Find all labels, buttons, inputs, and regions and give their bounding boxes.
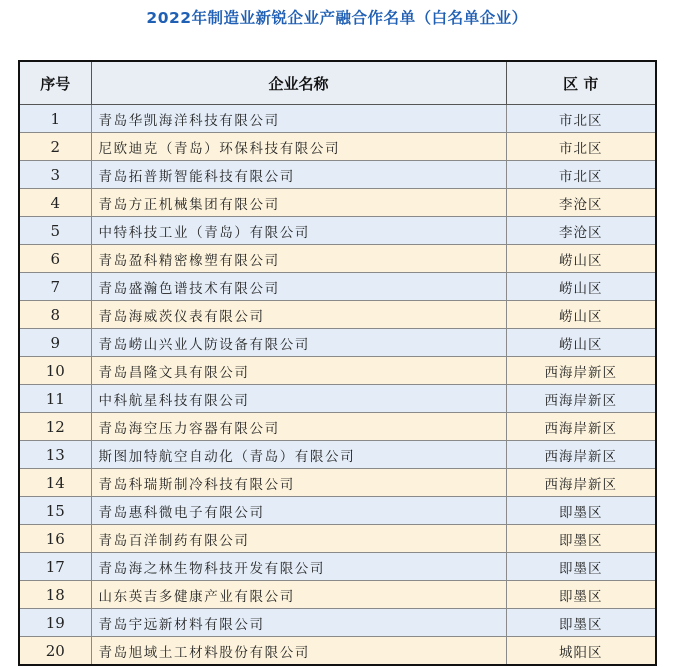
row-district: 崂山区 <box>506 329 656 357</box>
row-district: 崂山区 <box>506 245 656 273</box>
row-serial-number: 3 <box>19 161 91 189</box>
table-row <box>19 189 656 217</box>
table-row <box>19 301 656 329</box>
row-district: 李沧区 <box>506 189 656 217</box>
table-row <box>19 161 656 189</box>
whitelist-table <box>18 60 657 666</box>
table-row <box>19 637 656 666</box>
row-district: 市北区 <box>506 161 656 189</box>
row-company-name: 青岛百洋制药有限公司 <box>91 525 506 553</box>
table-body <box>19 105 656 666</box>
row-company-name: 中科航星科技有限公司 <box>91 385 506 413</box>
row-serial-number: 1 <box>19 105 91 133</box>
row-company-name: 青岛崂山兴业人防设备有限公司 <box>91 329 506 357</box>
row-district: 即墨区 <box>506 553 656 581</box>
row-serial-number: 14 <box>19 469 91 497</box>
table-row <box>19 217 656 245</box>
row-company-name: 青岛拓普斯智能科技有限公司 <box>91 161 506 189</box>
table-row <box>19 245 656 273</box>
row-district: 西海岸新区 <box>506 469 656 497</box>
header-company-name: 企业名称 <box>91 61 506 105</box>
table-row <box>19 441 656 469</box>
row-serial-number: 2 <box>19 133 91 161</box>
row-company-name: 青岛华凯海洋科技有限公司 <box>91 105 506 133</box>
whitelist-table-container <box>18 60 655 666</box>
header-serial-number: 序号 <box>19 61 91 105</box>
row-serial-number: 10 <box>19 357 91 385</box>
row-district: 市北区 <box>506 105 656 133</box>
row-serial-number: 17 <box>19 553 91 581</box>
table-row <box>19 133 656 161</box>
row-company-name: 青岛科瑞斯制冷科技有限公司 <box>91 469 506 497</box>
table-row <box>19 329 656 357</box>
row-company-name: 青岛昌隆文具有限公司 <box>91 357 506 385</box>
row-district: 李沧区 <box>506 217 656 245</box>
table-row <box>19 469 656 497</box>
row-serial-number: 5 <box>19 217 91 245</box>
row-serial-number: 19 <box>19 609 91 637</box>
row-company-name: 青岛海空压力容器有限公司 <box>91 413 506 441</box>
row-district: 城阳区 <box>506 637 656 666</box>
row-district: 即墨区 <box>506 525 656 553</box>
row-serial-number: 6 <box>19 245 91 273</box>
row-serial-number: 16 <box>19 525 91 553</box>
row-company-name: 斯图加特航空自动化（青岛）有限公司 <box>91 441 506 469</box>
row-serial-number: 9 <box>19 329 91 357</box>
row-district: 即墨区 <box>506 497 656 525</box>
table-row <box>19 105 656 133</box>
row-serial-number: 8 <box>19 301 91 329</box>
table-row <box>19 273 656 301</box>
row-district: 即墨区 <box>506 581 656 609</box>
table-row <box>19 413 656 441</box>
row-company-name: 尼欧迪克（青岛）环保科技有限公司 <box>91 133 506 161</box>
row-company-name: 青岛宇远新材料有限公司 <box>91 609 506 637</box>
row-serial-number: 15 <box>19 497 91 525</box>
row-district: 西海岸新区 <box>506 413 656 441</box>
row-company-name: 青岛旭域土工材料股份有限公司 <box>91 637 506 666</box>
row-serial-number: 13 <box>19 441 91 469</box>
row-company-name: 山东英吉多健康产业有限公司 <box>91 581 506 609</box>
table-row <box>19 581 656 609</box>
table-row <box>19 385 656 413</box>
row-company-name: 青岛海之林生物科技开发有限公司 <box>91 553 506 581</box>
table-row <box>19 497 656 525</box>
row-serial-number: 7 <box>19 273 91 301</box>
row-district: 西海岸新区 <box>506 357 656 385</box>
row-serial-number: 4 <box>19 189 91 217</box>
table-row <box>19 553 656 581</box>
row-district: 西海岸新区 <box>506 385 656 413</box>
row-company-name: 青岛盛瀚色谱技术有限公司 <box>91 273 506 301</box>
row-serial-number: 20 <box>19 637 91 666</box>
row-company-name: 中特科技工业（青岛）有限公司 <box>91 217 506 245</box>
row-district: 崂山区 <box>506 301 656 329</box>
row-serial-number: 11 <box>19 385 91 413</box>
row-district: 市北区 <box>506 133 656 161</box>
row-company-name: 青岛惠科微电子有限公司 <box>91 497 506 525</box>
row-company-name: 青岛方正机械集团有限公司 <box>91 189 506 217</box>
table-row <box>19 609 656 637</box>
header-district: 区 市 <box>506 61 656 105</box>
row-company-name: 青岛海威茨仪表有限公司 <box>91 301 506 329</box>
row-district: 即墨区 <box>506 609 656 637</box>
row-company-name: 青岛盈科精密橡塑有限公司 <box>91 245 506 273</box>
table-header-row <box>19 61 656 105</box>
row-serial-number: 18 <box>19 581 91 609</box>
table-row <box>19 357 656 385</box>
table-row <box>19 525 656 553</box>
row-district: 西海岸新区 <box>506 441 656 469</box>
page-title: 2022年制造业新锐企业产融合作名单（白名单企业） <box>146 9 528 27</box>
row-district: 崂山区 <box>506 273 656 301</box>
row-serial-number: 12 <box>19 413 91 441</box>
